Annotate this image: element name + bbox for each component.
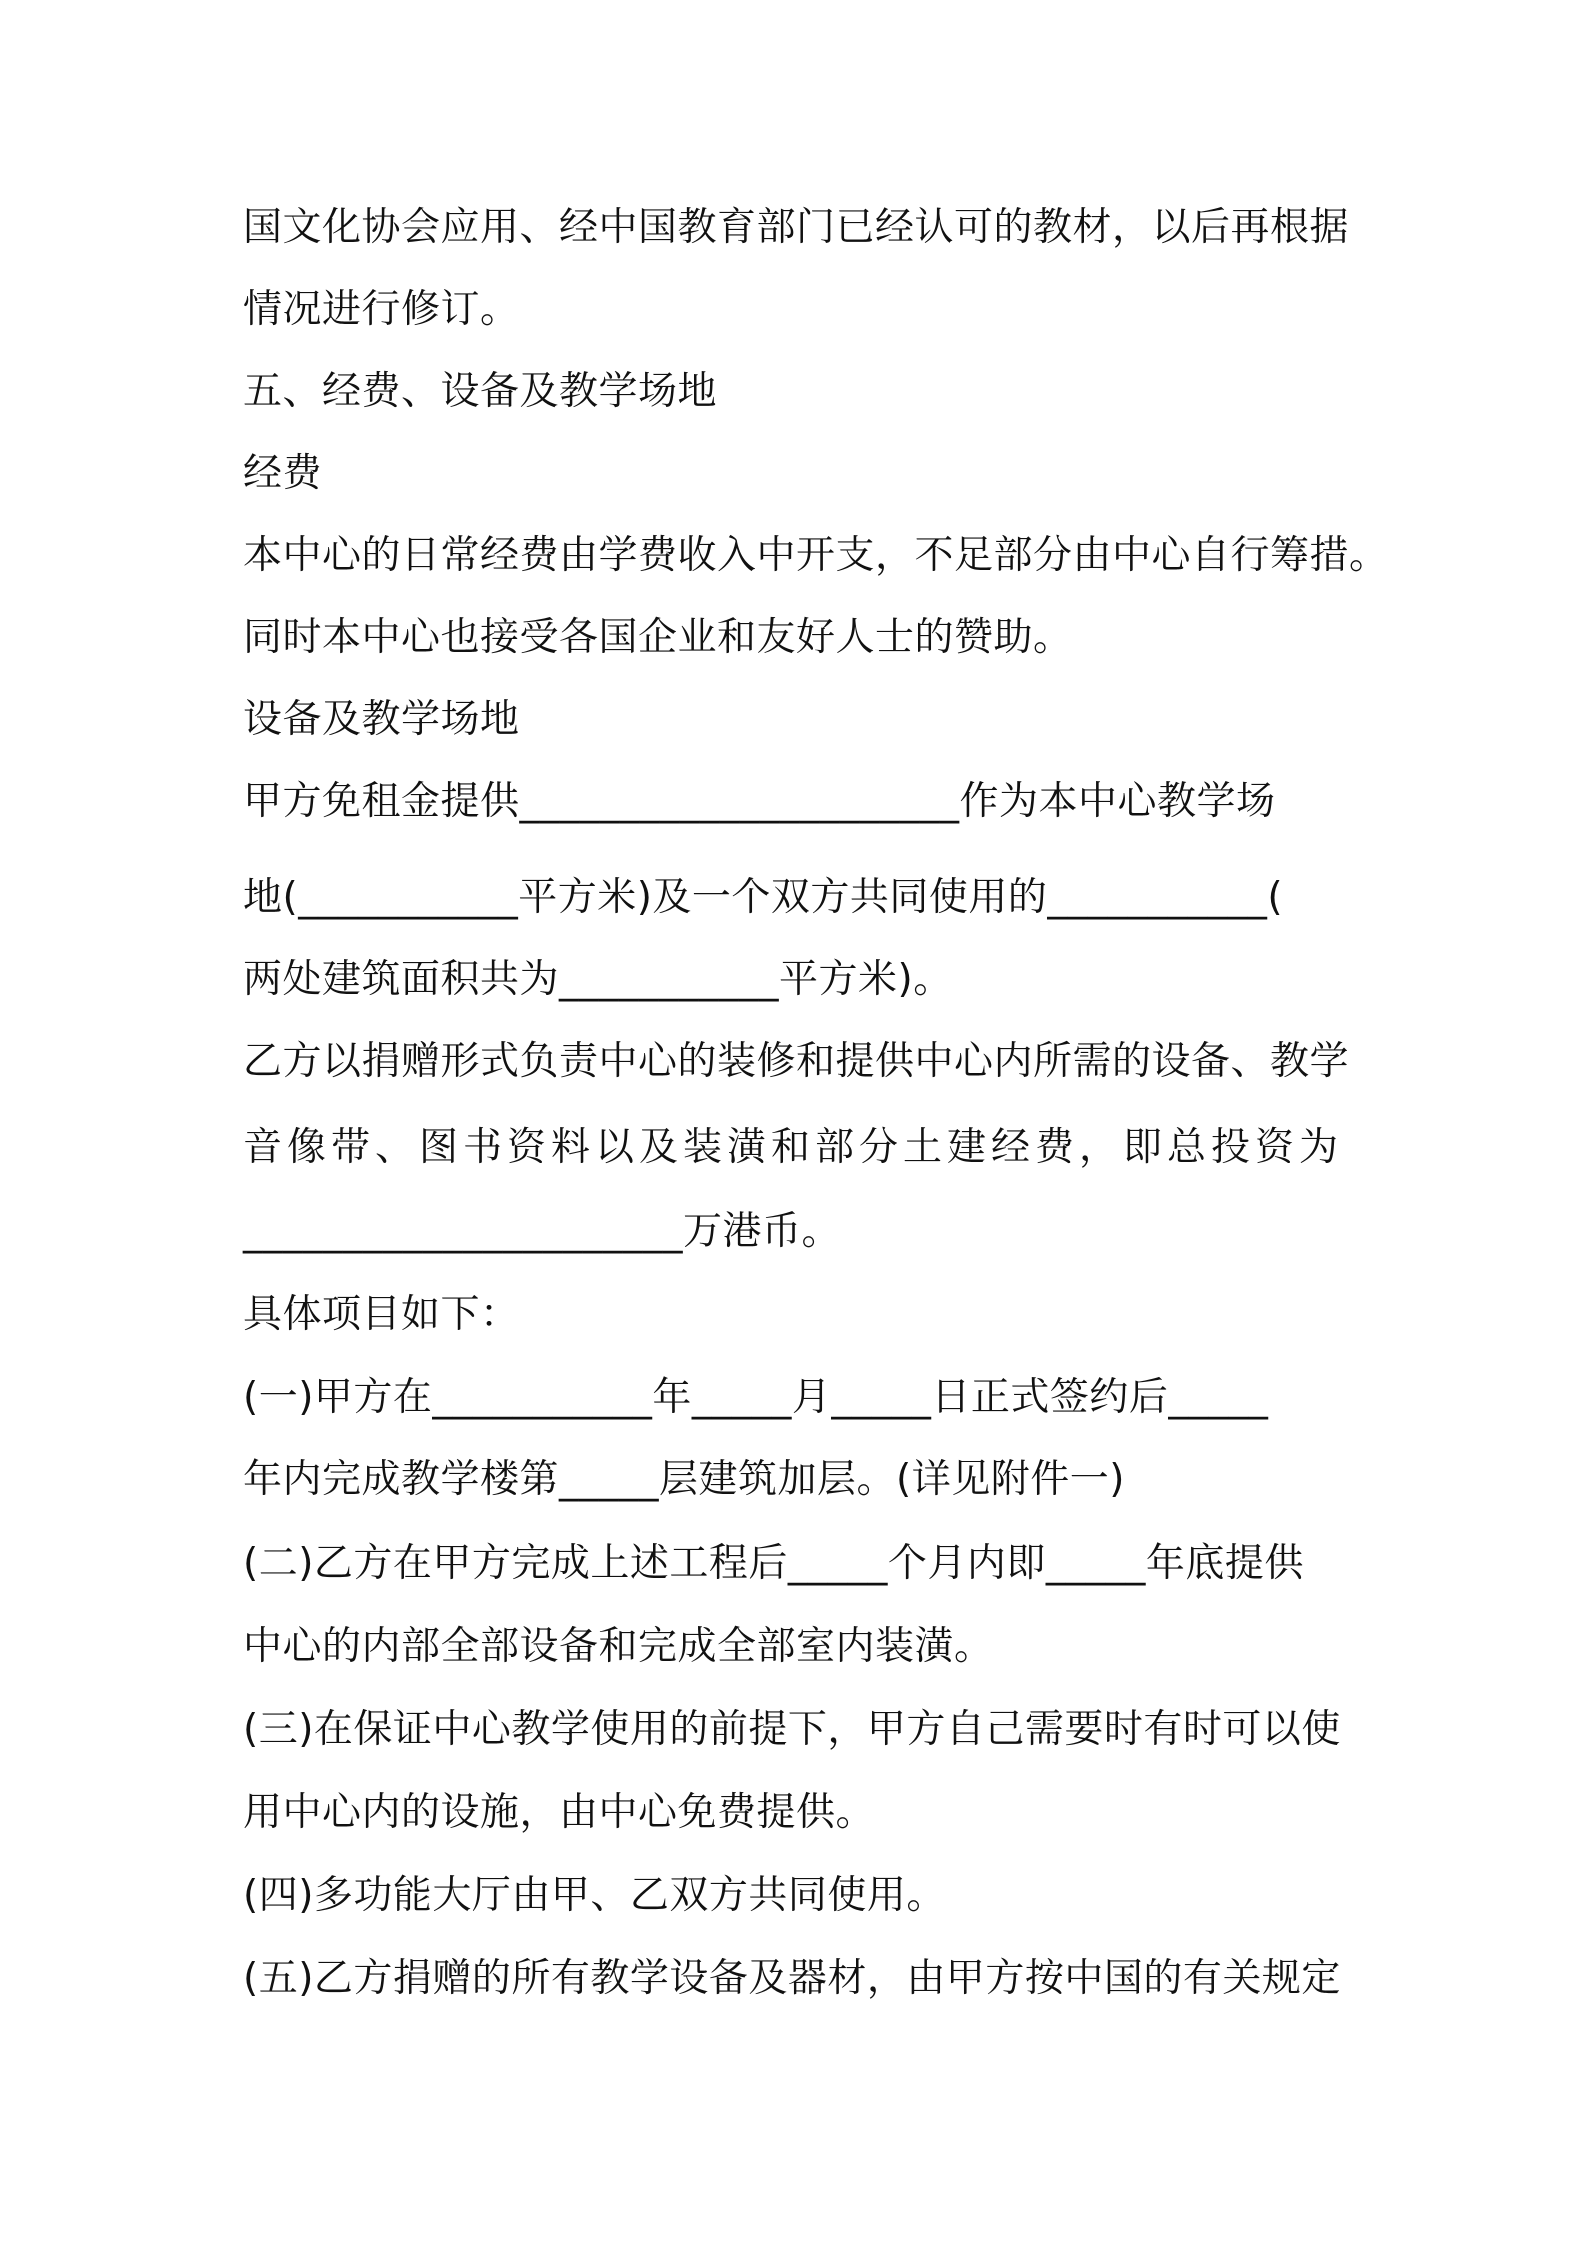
text-line-8: 甲方免租金提供______________________作为本中心教学场 xyxy=(243,779,1276,824)
subheading-funding: 经费 xyxy=(243,451,323,496)
item-2-line-2: 中心的内部全部设备和完成全部室内装潢。 xyxy=(243,1624,994,1669)
text-line-1: 国文化协会应用、经中国教育部门已经认可的教材，以后再根据 xyxy=(243,205,1350,250)
section-heading: 五、经费、设备及教学场地 xyxy=(243,369,718,414)
item-3-line-2: 用中心内的设施，由中心免费提供。 xyxy=(243,1790,876,1835)
item-1-line-2: 年内完成教学楼第_____层建筑加层。(详见附件一) xyxy=(243,1457,1125,1502)
text-line-9: 地(___________平方米)及一个双方共同使用的___________( xyxy=(243,875,1284,920)
text-line-2: 情况进行修订。 xyxy=(243,287,520,332)
item-3-line-1: (三)在保证中心教学使用的前提下，甲方自己需要时有时可以使 xyxy=(243,1707,1341,1752)
text-line-12: 音像带、图书资料以及装潢和部分土建经费，即总投资为 xyxy=(243,1125,1344,1170)
text-line-5: 本中心的日常经费由学费收入中开支，不足部分由中心自行筹措。 xyxy=(243,533,1389,578)
text-line-14: 具体项目如下： xyxy=(243,1292,520,1337)
text-line-6: 同时本中心也接受各国企业和友好人士的赞助。 xyxy=(243,615,1073,660)
item-5-line-1: (五)乙方捐赠的所有教学设备及器材，由甲方按中国的有关规定 xyxy=(243,1956,1341,2001)
text-line-10: 两处建筑面积共为___________平方米)。 xyxy=(243,957,953,1002)
text-line-13: ______________________万港币。 xyxy=(243,1209,842,1254)
item-4-line-1: (四)多功能大厅由甲、乙双方共同使用。 xyxy=(243,1873,946,1918)
item-2-line-1: (二)乙方在甲方完成上述工程后_____个月内即_____年底提供 xyxy=(243,1541,1304,1586)
item-1-line-1: (一)甲方在___________年_____月_____日正式签约后_____ xyxy=(243,1375,1269,1420)
subheading-equipment: 设备及教学场地 xyxy=(243,697,520,742)
text-line-11: 乙方以捐赠形式负责中心的装修和提供中心内所需的设备、教学 xyxy=(243,1039,1350,1084)
